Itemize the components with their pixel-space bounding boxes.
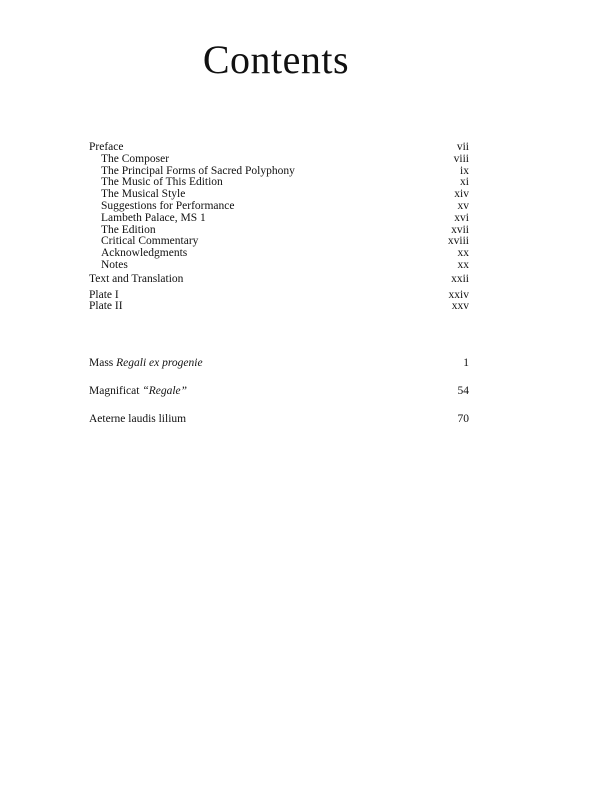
toc-entry-page: 1 (463, 357, 469, 369)
page-title: Contents (202, 37, 350, 82)
toc-entry-label: Plate II (89, 300, 123, 313)
toc-entry-magnificat[interactable] (89, 385, 469, 398)
toc-entry-aeterne-laudis[interactable] (89, 413, 469, 426)
toc-entry-label: Critical Commentary (101, 235, 199, 248)
toc-entry-label: Lambeth Palace, MS 1 (101, 211, 206, 224)
toc-entry-label: The Composer (101, 152, 170, 165)
toc-entry-page: xvi (454, 211, 469, 224)
toc-entry-page: xiv (454, 188, 469, 201)
toc-entry-page: xxv (451, 300, 469, 313)
toc-entry-page: xx (457, 247, 469, 260)
toc-entry-label: Plate I (89, 288, 119, 301)
toc-entry-suggestions-for-performance[interactable] (89, 201, 469, 213)
toc-entry-page: xx (457, 258, 469, 271)
front-matter-list (89, 142, 469, 313)
toc-entry-label: The Musical Style (101, 188, 186, 201)
toc-entry-notes[interactable] (89, 260, 469, 272)
toc-entry-the-composer[interactable] (89, 154, 469, 166)
toc-entry-label: Preface (89, 141, 124, 153)
toc-entry-page: ix (460, 164, 469, 177)
toc-entry-page: vii (456, 141, 469, 153)
toc-entry-label: Text and Translation (89, 272, 184, 285)
toc-entry-text-and-translation[interactable] (89, 274, 469, 286)
toc-entry-page: xi (460, 176, 469, 189)
toc-entry-acknowledgments[interactable] (89, 248, 469, 260)
toc-entry-label: Magnificat “Regale” (89, 385, 188, 397)
toc-entry-label: Mass Regali ex progenie (89, 357, 203, 369)
toc-entry-label: The Principal Forms of Sacred Polyphony (101, 164, 295, 177)
toc-entry-page: 70 (457, 413, 469, 425)
toc-entry-label: Suggestions for Performance (101, 199, 235, 212)
toc-entry-label: Acknowledgments (101, 247, 188, 260)
toc-entry-plate-i[interactable] (89, 290, 469, 302)
toc-entry-page: xxiv (448, 288, 469, 301)
toc-entry-page: xviii (447, 235, 469, 248)
toc-entry-label: Aeterne laudis lilium (89, 413, 187, 425)
toc-entry-label: The Edition (101, 223, 156, 236)
toc-entry-label: Notes (101, 258, 128, 271)
toc-entry-page: 54 (457, 385, 469, 397)
toc-entry-page: xv (457, 199, 469, 212)
toc-entry-page: xxii (451, 272, 469, 285)
toc-entry-page: viii (453, 152, 469, 165)
toc-entry-plate-ii[interactable] (89, 301, 469, 313)
toc-entry-lambeth-palace[interactable] (89, 213, 469, 225)
toc-entry-mass[interactable] (89, 357, 469, 370)
toc-entry-page: xvii (451, 223, 469, 236)
toc-entry-label: The Music of This Edition (101, 176, 223, 189)
